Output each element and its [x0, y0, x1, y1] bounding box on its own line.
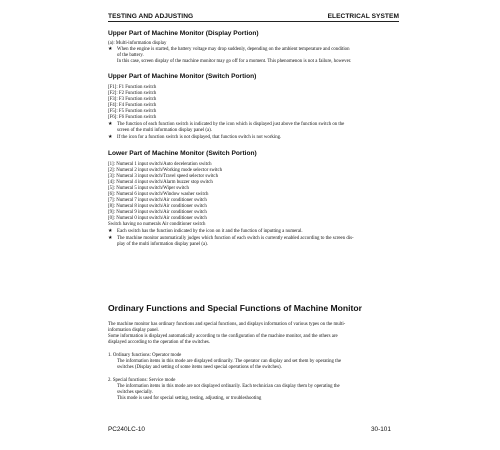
note-star-icon: ★ [108, 236, 113, 241]
header-section: TESTING AND ADJUSTING [108, 13, 194, 20]
functions-paragraph-line: displayed according to the operation of the switches. [108, 340, 210, 345]
numeral-switch-item: [5]: Numeral 5 input switch/Wiper switch [108, 186, 189, 191]
function-switch-item: [F3]: F3 Function switch [108, 97, 157, 102]
numeral-switch-item: [4]: Numeral 4 input switch/Alarm buzzer stop switch [108, 180, 213, 185]
function-note-line: If the icon for a function switch is not displayed, that function switch is not working. [117, 135, 282, 140]
display-note-line: When the engine is started, the battery voltage may drop suddenly, depending on the ambient temperature and condition [117, 47, 350, 52]
numeral-switch-item: [3]: Numeral 3 input switch/Travel speed selector switch [108, 174, 218, 179]
section-display-title: Upper Part of Machine Monitor (Display Portion) [108, 30, 259, 37]
function-switch-item: [F6]: F6 Function switch [108, 115, 157, 120]
function-note-line: screen of the multi information display panel (a). [117, 128, 212, 133]
list-item-line: switches (Display and setting of some items need special operations of the switches). [117, 365, 282, 370]
functions-paragraph-line: Some information is displayed automatically according to the configuration of the machine monitor, and the others are [108, 334, 338, 339]
page-header [108, 13, 399, 22]
numeral-switch-item: [7]: Numeral 7 input switch/Air conditioner switch [108, 198, 207, 203]
list-item-line: The information items in this mode are displayed ordinarily. The operator can display and set them by operating the [117, 359, 342, 364]
list-item-line: switches specially. [117, 390, 154, 395]
numeral-switch-item: [0]: Numeral 0 input switch/Air conditioner switch [108, 216, 207, 221]
note-star-icon: ★ [108, 229, 113, 234]
function-switch-item: [F2]: F2 Function switch [108, 91, 157, 96]
section-functions-title: Ordinary Functions and Special Functions of Machine Monitor [108, 303, 363, 313]
display-note-line: of the battery. [117, 53, 144, 58]
function-switch-item: [F4]: F4 Function switch [108, 103, 157, 108]
function-switch-item: [F1]: F1 Function switch [108, 85, 157, 90]
functions-paragraph-line: information display panel. [108, 328, 159, 333]
footer-page-number: 30-101 [371, 426, 391, 433]
numeral-switch-item: [6]: Numeral 6 input switch/Window washer switch [108, 192, 209, 197]
numeral-note-line: The machine monitor automatically judges which function of each switch is currently enabled according to the screen dis- [117, 236, 354, 241]
numeral-switch-item: [2]: Numeral 2 input switch/Working mode selector switch [108, 168, 223, 173]
section-switch-upper-title: Upper Part of Machine Monitor (Switch Portion) [108, 73, 257, 80]
list-item-heading: 2. Special functions: Service mode [108, 378, 176, 383]
list-item-heading: 1. Ordinary functions: Operator mode [108, 353, 182, 358]
functions-paragraph-line: The machine monitor has ordinary functions and special functions, and displays information of various types on the multi- [108, 322, 346, 327]
list-item-line: The information items in this mode are not displayed ordinarily. Each technician can display them by operating the [117, 384, 340, 389]
display-note-line: In this case, screen display of the machine monitor may go off for a moment. This phenomenon is not a failure, however. [117, 59, 352, 64]
numeral-switch-item: [9]: Numeral 9 input switch/Air conditioner switch [108, 210, 207, 215]
numeral-note-line: Each switch has the function indicated by the icon on it and the function of inputting a numeral. [117, 229, 303, 234]
list-item-line: This mode is used for special setting, testing, adjusting, or troubleshooting [117, 396, 262, 401]
note-star-icon: ★ [108, 122, 113, 127]
footer-model: PC240LC-10 [108, 426, 145, 433]
numeral-switch-item: Switch having no numerals Air conditioner switch [108, 222, 206, 227]
function-switch-item: [F5]: F5 Function switch [108, 109, 157, 114]
header-chapter: ELECTRICAL SYSTEM [327, 13, 399, 20]
display-label: (a): Multi-information display [108, 41, 167, 46]
numeral-note-line: play of the multi information display panel (a). [117, 242, 208, 247]
numeral-switch-item: [8]: Numeral 8 input switch/Air conditioner switch [108, 204, 207, 209]
note-star-icon: ★ [108, 47, 113, 52]
numeral-switch-item: [1]: Numeral 1 input switch/Auto deceleration switch [108, 162, 212, 167]
note-star-icon: ★ [108, 135, 113, 140]
section-switch-lower-title: Lower Part of Machine Monitor (Switch Portion) [108, 150, 257, 157]
function-note-line: The function of each function switch is indicated by the icon which is displayed just above the function switch on the [117, 122, 345, 127]
